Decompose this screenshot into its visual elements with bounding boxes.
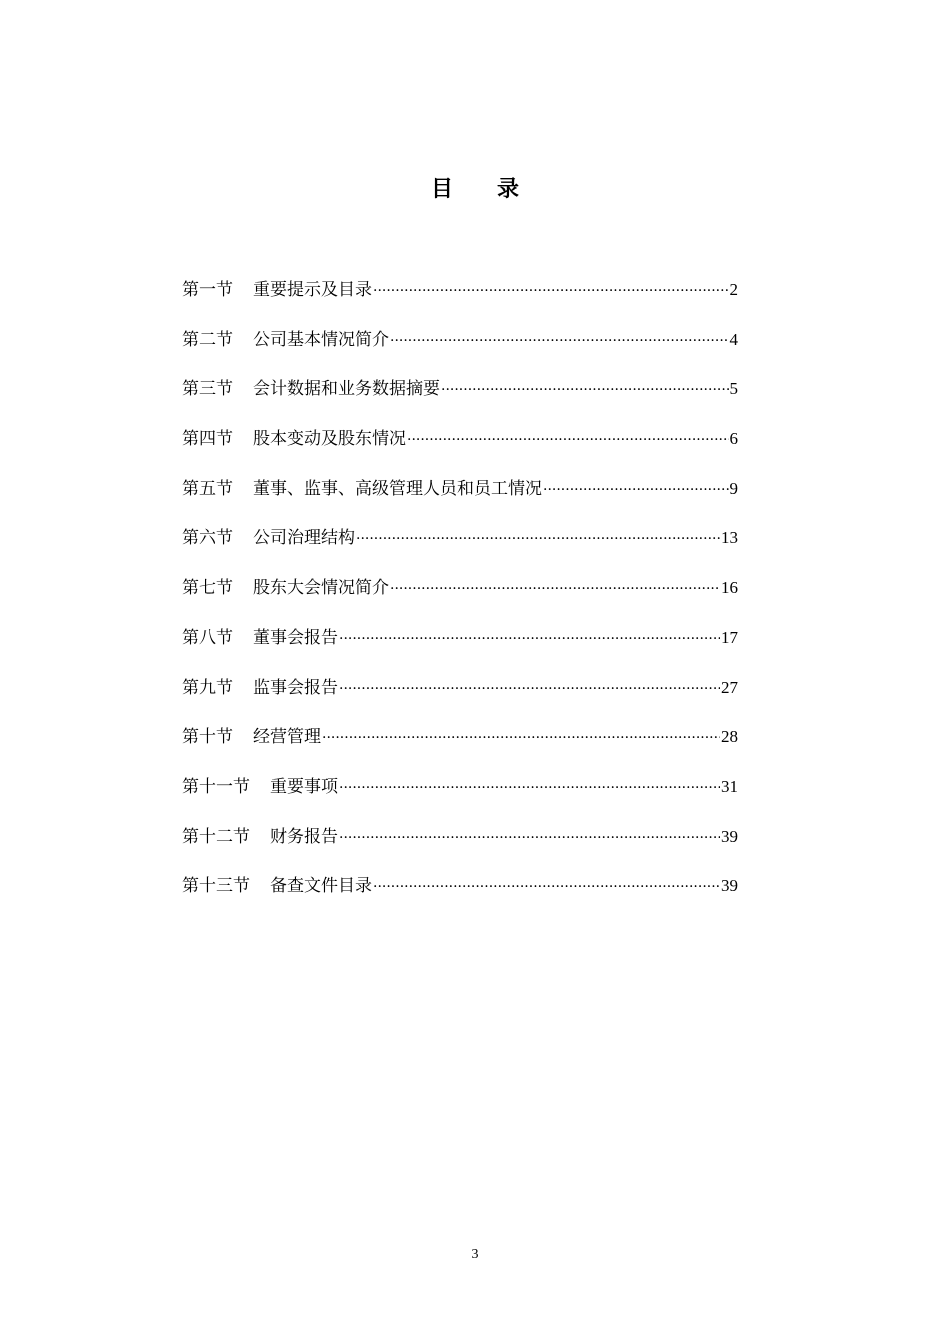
toc-section-title: 财务报告 — [270, 826, 338, 847]
toc-dot-leader — [356, 524, 720, 554]
toc-section-number: 第八节 — [182, 627, 233, 648]
toc-dot-leader — [390, 574, 720, 604]
toc-section-title: 会计数据和业务数据摘要 — [253, 379, 440, 400]
page-number: 3 — [471, 1247, 479, 1262]
toc-page-number: 13 — [721, 528, 738, 548]
table-of-contents — [182, 275, 738, 921]
toc-section-number: 第二节 — [182, 329, 233, 350]
toc-page-number: 27 — [721, 677, 738, 697]
toc-section-number: 第十一节 — [182, 776, 250, 797]
toc-dot-leader — [339, 823, 720, 853]
toc-section-title: 公司基本情况简介 — [253, 329, 389, 350]
toc-section-number: 第五节 — [182, 478, 233, 499]
toc-row[interactable] — [182, 871, 738, 921]
toc-section-number: 第六节 — [182, 528, 233, 549]
toc-page-number: 17 — [721, 627, 738, 647]
toc-row[interactable] — [182, 424, 738, 474]
toc-section-number: 第十节 — [182, 727, 233, 748]
page-title-char-2: 录 — [497, 176, 520, 202]
toc-page-number: 9 — [729, 478, 738, 498]
toc-row[interactable] — [182, 573, 738, 623]
toc-dot-leader — [373, 276, 729, 306]
toc-row[interactable] — [182, 623, 738, 673]
toc-row[interactable] — [182, 474, 738, 524]
toc-dot-leader — [390, 326, 729, 356]
toc-section-title: 股本变动及股东情况 — [253, 429, 406, 450]
toc-section-number: 第十二节 — [182, 826, 250, 847]
toc-page-number: 28 — [721, 727, 738, 747]
toc-section-title: 公司治理结构 — [253, 528, 355, 549]
toc-dot-leader — [407, 425, 729, 455]
toc-row[interactable] — [182, 374, 738, 424]
toc-section-title: 董事会报告 — [253, 627, 338, 648]
toc-dot-leader — [339, 773, 720, 803]
toc-page-number: 31 — [721, 776, 738, 796]
page-title-char-1: 目 — [430, 176, 453, 202]
toc-section-title: 重要提示及目录 — [253, 280, 372, 300]
toc-section-title: 董事、监事、高级管理人员和员工情况 — [253, 478, 542, 499]
toc-page-number: 5 — [729, 379, 738, 399]
toc-section-number: 第十三节 — [182, 876, 250, 897]
toc-page-number: 16 — [721, 578, 738, 598]
toc-dot-leader — [322, 723, 720, 753]
toc-dot-leader — [441, 375, 729, 405]
toc-row[interactable] — [182, 325, 738, 375]
toc-row[interactable] — [182, 772, 738, 822]
toc-page-number: 39 — [721, 876, 738, 896]
toc-row[interactable] — [182, 275, 738, 325]
toc-page-number: 6 — [729, 429, 738, 449]
toc-row[interactable] — [182, 523, 738, 573]
toc-page-number: 2 — [729, 280, 738, 299]
toc-section-title: 监事会报告 — [253, 677, 338, 698]
toc-row[interactable] — [182, 722, 738, 772]
toc-section-title: 备查文件目录 — [270, 876, 372, 897]
toc-section-number: 第三节 — [182, 379, 233, 400]
toc-dot-leader — [339, 624, 720, 654]
toc-section-title: 经营管理 — [253, 727, 321, 748]
toc-section-title: 重要事项 — [270, 776, 338, 797]
toc-section-number: 第七节 — [182, 578, 233, 599]
page-title — [0, 174, 950, 204]
toc-dot-leader — [373, 872, 720, 902]
toc-dot-leader — [339, 674, 720, 704]
toc-row[interactable] — [182, 822, 738, 872]
toc-section-number: 第四节 — [182, 429, 233, 450]
toc-page-number: 4 — [729, 329, 738, 349]
toc-section-number: 第一节 — [182, 280, 233, 300]
toc-section-title: 股东大会情况简介 — [253, 578, 389, 599]
toc-section-number: 第九节 — [182, 677, 233, 698]
toc-dot-leader — [543, 475, 729, 505]
toc-row[interactable] — [182, 673, 738, 723]
toc-page-number: 39 — [721, 826, 738, 846]
